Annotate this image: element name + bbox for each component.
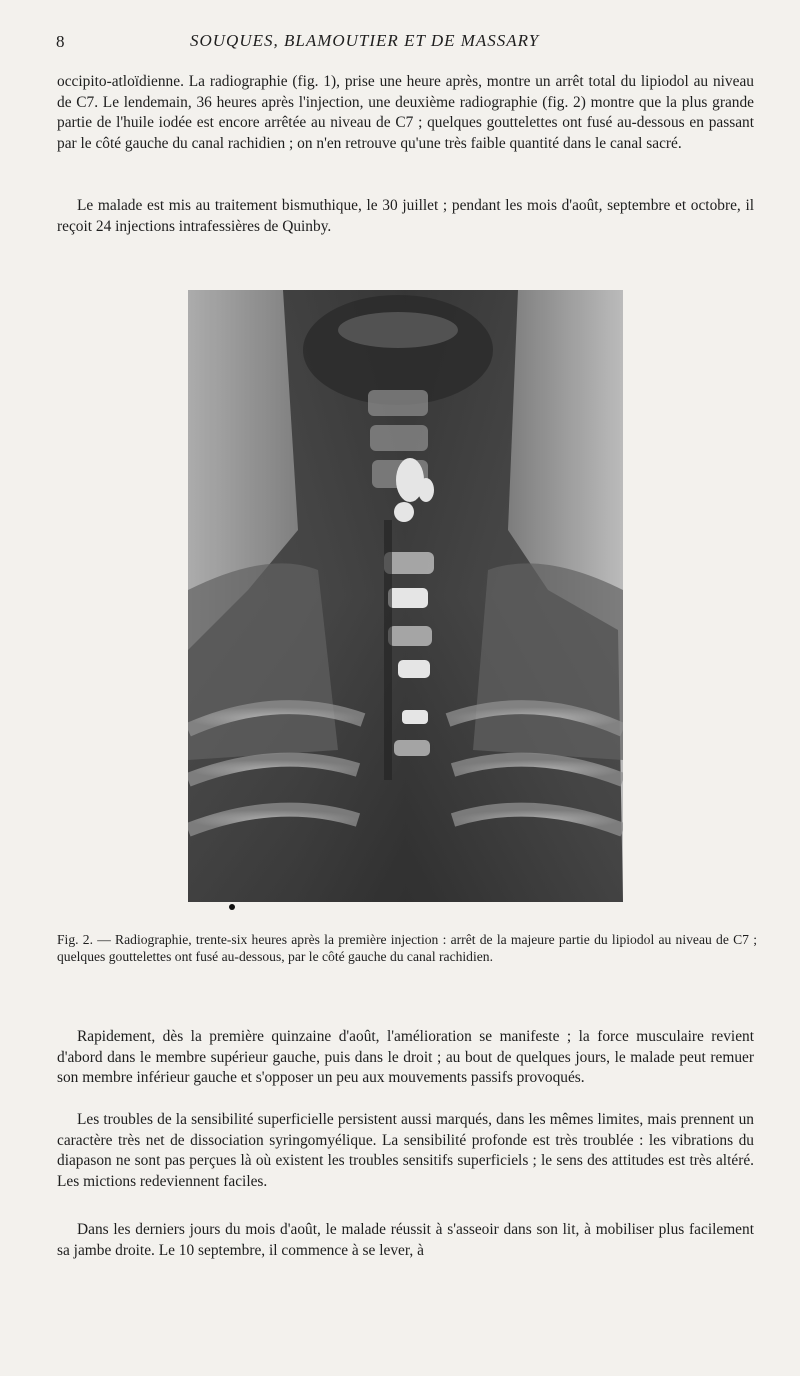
figure-caption: Fig. 2. — Radiographie, trente-six heures après la première injection : arrêt de la majeure partie du lipiodol au niveau de C7 ; quelques gouttelettes ont fusé au-dessous, par le côté gauche du canal rachidien. <box>57 932 757 964</box>
paragraph-5: Dans les derniers jours du mois d'août, le malade réussit à s'asseoir dans son lit, à mobiliser plus facilement sa jambe droite. Le 10 septembre, il commence à se lever, à <box>57 1221 754 1259</box>
radiograph-figure <box>188 290 623 902</box>
paragraph-3: Rapidement, dès la première quinzaine d'août, l'amélioration se manifeste ; la force musculaire revient d'abord dans le membre supérieur gauche, puis dans le droit ; au bout de quelques jours, le malade peut remuer son membre inférieur gauche et s'opposer un peu aux mouvements passifs provoqués. <box>57 1028 754 1087</box>
paragraph-1: occipito-atloïdienne. La radiographie (fig. 1), prise une heure après, montre un arrêt total du lipiodol au niveau de C7. Le lendemain, 36 heures après l'injection, une deuxième radiographie (fig. 2) montre que la plus grande partie de l'huile iodée est encore arrêtée au niveau de C7 ; quelques gouttelettes ont fusé au-dessous en passant par le côté gauche du canal rachidien ; on n'en retrouve qu'une très faible quantité dans le canal sacré. <box>57 73 754 152</box>
cervical-spine-radiograph-icon <box>188 290 623 902</box>
paragraph-2: Le malade est mis au traitement bismuthique, le 30 juillet ; pendant les mois d'août, septembre et octobre, il reçoit 24 injections intrafessières de Quinby. <box>57 197 754 235</box>
print-dot <box>229 904 235 910</box>
running-title: SOUQUES, BLAMOUTIER ET DE MASSARY <box>190 31 540 50</box>
page-number: 8 <box>56 32 65 51</box>
paragraph-4: Les troubles de la sensibilité superficielle persistent aussi marqués, dans les mêmes limites, mais prennent un caractère très net de dissociation syringomyélique. La sensibilité profonde est très troublée : les vibrations du diapason ne sont pas perçues là où existent les troubles sensitifs superficiels ; le sens des attitudes est très altéré. Les mictions redeviennent faciles. <box>57 1111 754 1190</box>
